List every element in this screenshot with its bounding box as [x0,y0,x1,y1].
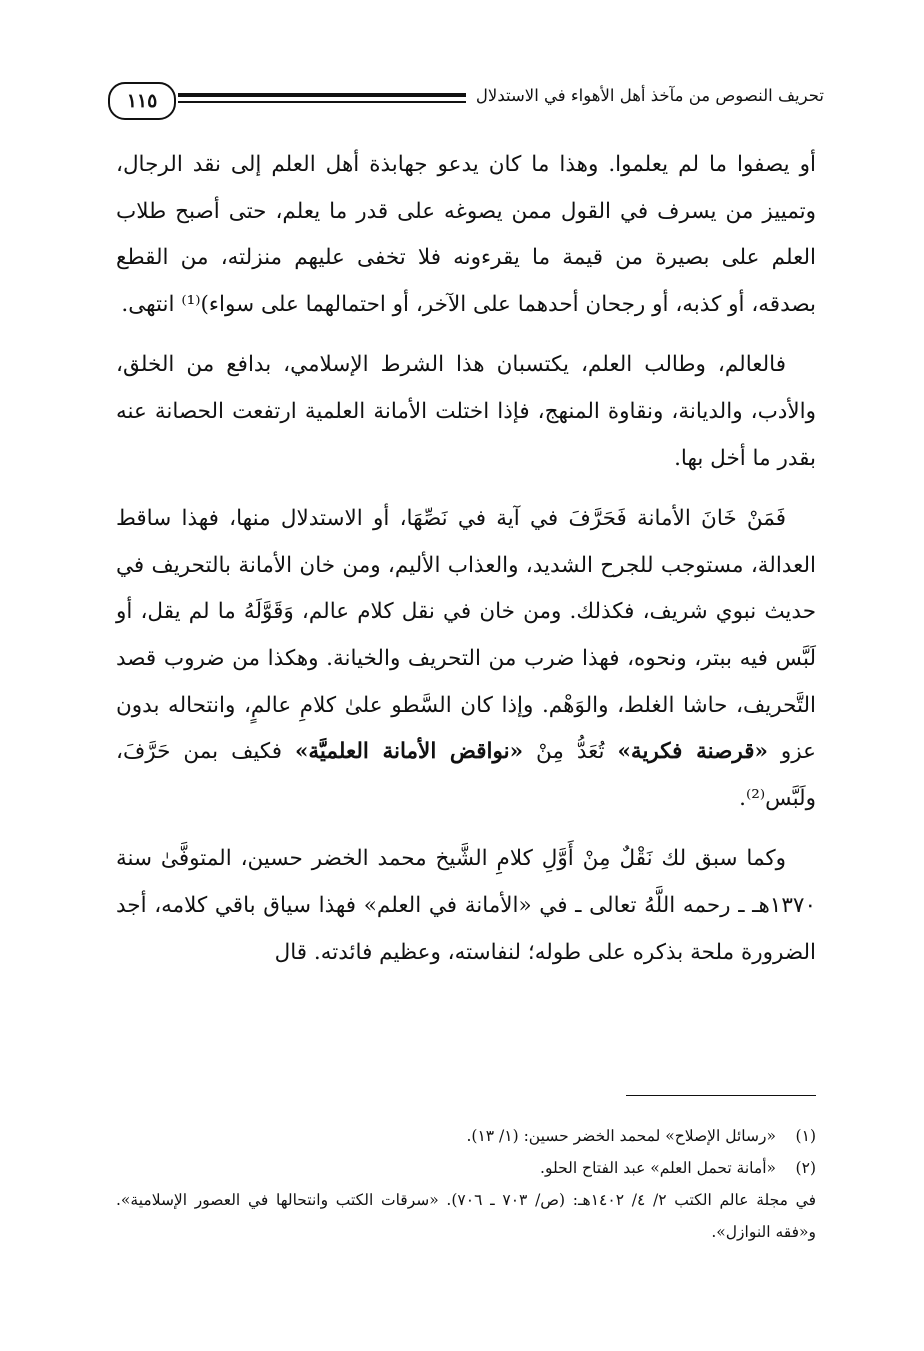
footnote-1 [116,1120,816,1152]
paragraph-3-connector: تُعَدُّ مِنْ [536,739,605,765]
paragraph-2: فالعالم، وطالب العلم، يكتسبان هذا الشرط الإسلامي، بدافع من الخلق، والأدب، والديانة، ونقاوة المنهج، فإذا اختلت الأمانة العلمية ارتفعت الحصانة عنه بقدر ما أخل بها. [116,352,816,471]
emphasis-integrity-violations: «نواقض الأمانة العلميَّة» [294,739,524,765]
header-rule-thin [178,101,466,103]
page-number-badge [108,82,176,120]
footnote-number: (١) [795,1127,816,1145]
footnote-number: (٢) [795,1159,816,1177]
paragraph-3 [116,496,816,822]
paragraph-4: وكما سبق لك نَقْلٌ مِنْ أَوَّلِ كلامِ الشَّيخ محمد الخضر حسين، المتوفَّىٰ سنة ١٣٧٠هـ ـ رحمه اللَّهُ تعالى ـ في «الأمانة في العلم» فهذا سياق باقي كلامه، أجد الضرورة ملحة بذكره على طوله؛ لنفاسته، وعظيم فائدته. قال [116,846,816,965]
paragraph-1: أو يصفوا ما لم يعلموا. وهذا ما كان يدعو جهابذة أهل العلم إلى نقد الرجال، وتمييز من يسرف في القول ممن يصوغه على قدر ما يعلم، حتى أصبح طلاب العلم على بصيرة من قيمة ما يقرءونه فلا تخفى عليهم منزلته، من القطع بصدقه، أو كذبه، أو رجحان أحدهما على الآخر، أو احتمالهما على سواء)⁽¹⁾ انتهى. [116,152,816,317]
footnote-2 [116,1152,816,1184]
running-header [108,82,824,122]
header-rule-thick [178,93,466,97]
main-text [116,142,816,990]
running-title: تحريف النصوص من مآخذ أهل الأهواء في الاستدلال [475,86,824,105]
page-number: ١١٥ [126,90,158,112]
emphasis-intellectual-piracy: «قرصنة فكرية» [617,739,768,765]
paragraph-3-text: فَمَنْ خَانَ الأمانة فَحَرَّفَ في آية في نَصِّهَا، أو الاستدلال منها، فهذا ساقط العدالة، مستوجب للجرح الشديد، والعذاب الأليم، ومن خان الأمانة بالتحريف في حديث نبوي شريف، فكذلك. ومن خان في نقل كلام عالم، وَقَوَّلَهُ ما لم يقل، أو لَبَّس فيه ببتر، ونحوه، فهذا ضرب من التحريف والخيانة. وهكذا من ضروب قصد التَّحريف، حاشا الغلط، والوَهْم. وإذا كان السَّطو علىٰ كلامِ عالمٍ، وانتحاله بدون عزو [116,506,816,765]
footnotes [116,1120,816,1248]
paragraph-3-ending: فكيف بمن حَرَّفَ، ولَبَّس⁽²⁾. [116,739,816,811]
footnote-text: «رسائل الإصلاح» لمحمد الخضر حسين: (١/ ١٣). [466,1127,776,1145]
footnote-2-continuation: في مجلة عالم الكتب ٢/ ٤/ ١٤٠٢هـ: (ص/ ٧٠٣ ـ ٧٠٦). «سرقات الكتب وانتحالها في العصور الإسلامية». و«فقه النوازل». [116,1191,816,1241]
footnote-separator [626,1095,816,1096]
footnote-text: «أمانة تحمل العلم» عبد الفتاح الحلو. [540,1159,776,1177]
